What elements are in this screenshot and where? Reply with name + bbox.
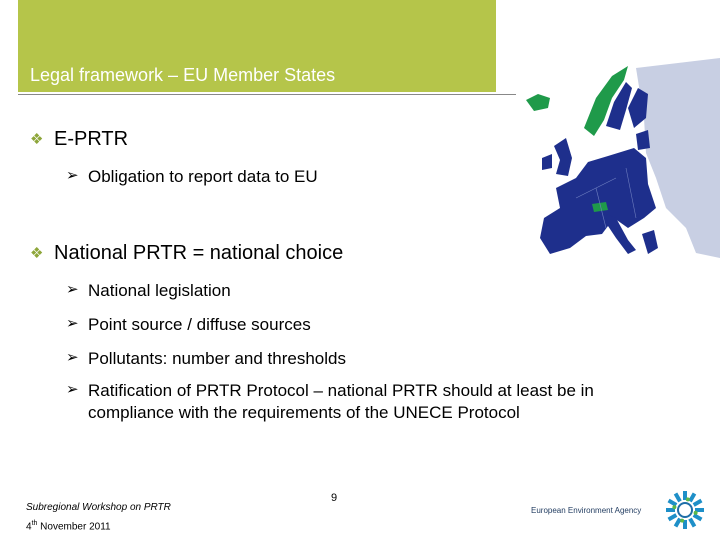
agency-name: European Environment Agency	[531, 506, 642, 515]
sub-bullet-text: Obligation to report data to EU	[88, 167, 318, 186]
sub-bullet-text: Pollutants: number and thresholds	[88, 349, 346, 368]
bullet-text: National PRTR = national choice	[54, 242, 344, 264]
bullet-text: E-PRTR	[54, 128, 129, 150]
arrow-bullet-icon: ➢	[66, 167, 79, 184]
date-suffix: th	[31, 520, 38, 527]
arrow-bullet-icon: ➢	[66, 315, 79, 332]
sub-bullet	[66, 166, 318, 188]
sub-bullet-text	[88, 380, 594, 424]
date-rest: November 2011	[37, 521, 111, 533]
page-number: 9	[331, 492, 338, 504]
arrow-bullet-icon: ➢	[66, 349, 79, 366]
workshop-date	[26, 516, 171, 535]
sub-bullet-line: compliance with the requirements of the UNECE Protocol	[88, 403, 520, 422]
sub-bullet	[66, 314, 311, 336]
europe-map-icon	[516, 58, 720, 268]
date-day: 4	[26, 521, 32, 533]
diamond-bullet-icon: ❖	[30, 130, 44, 148]
bullet-eprtr	[30, 128, 128, 151]
footer-info	[26, 500, 171, 535]
diamond-bullet-icon: ❖	[30, 244, 44, 262]
title-divider	[18, 94, 516, 95]
bullet-national-prtr	[30, 242, 343, 265]
arrow-bullet-icon: ➢	[66, 281, 79, 298]
sub-bullet	[66, 280, 231, 302]
workshop-name: Subregional Workshop on PRTR	[26, 502, 171, 513]
arrow-bullet-icon: ➢	[66, 381, 79, 398]
sub-bullet-text: National legislation	[88, 281, 231, 300]
slide-title: Legal framework – EU Member States	[30, 65, 336, 85]
sub-bullet	[66, 380, 594, 424]
sub-bullet	[66, 348, 346, 370]
sub-bullet-line: Ratification of PRTR Protocol – national PRTR should at least be in	[88, 381, 594, 400]
eea-logo-icon	[665, 490, 705, 530]
sub-bullet-text: Point source / diffuse sources	[88, 315, 311, 334]
